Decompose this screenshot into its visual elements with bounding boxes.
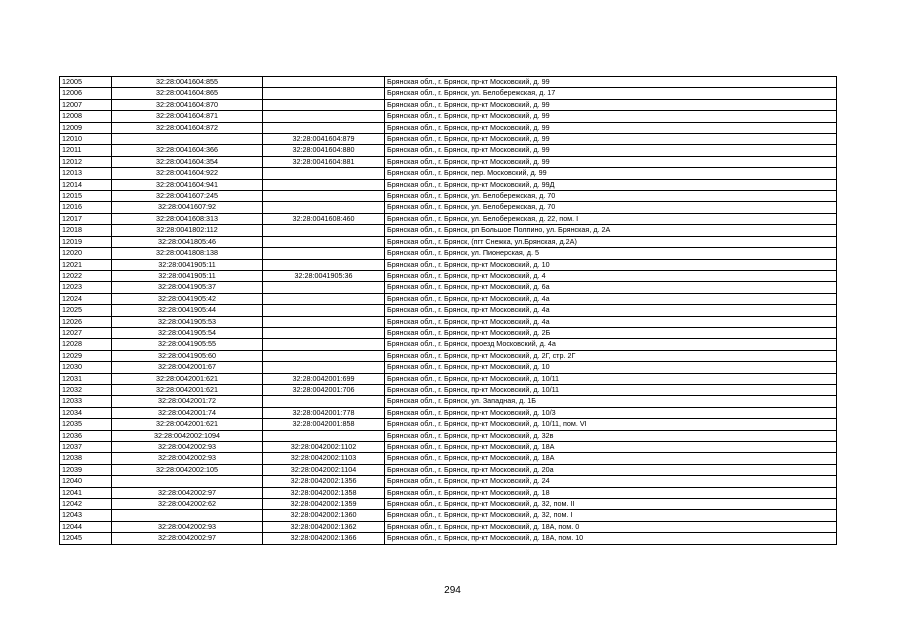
- object-cadastral-number-cell: [263, 350, 385, 361]
- land-cadastral-number-cell: 32:28:0041604:871: [112, 111, 263, 122]
- record-number-cell: 12008: [60, 111, 112, 122]
- table-row: [60, 122, 837, 133]
- land-cadastral-number-cell: 32:28:0042002:93: [112, 442, 263, 453]
- object-cadastral-number-cell: 32:28:0041604:881: [263, 156, 385, 167]
- object-cadastral-number-cell: [263, 191, 385, 202]
- table-row: [60, 134, 837, 145]
- address-cell: Брянская обл., г. Брянск, пр-кт Московский, д. 10: [385, 362, 837, 373]
- address-cell: Брянская обл., г. Брянск, проезд Московский, д. 4а: [385, 339, 837, 350]
- land-cadastral-number-cell: 32:28:0041905:53: [112, 316, 263, 327]
- table-row: [60, 179, 837, 190]
- record-number-cell: 12010: [60, 134, 112, 145]
- table-row: [60, 202, 837, 213]
- table-row: [60, 88, 837, 99]
- address-cell: Брянская обл., г. Брянск, пр-кт Московский, д. 10/11, пом. VI: [385, 419, 837, 430]
- record-number-cell: 12032: [60, 384, 112, 395]
- object-cadastral-number-cell: 32:28:0042001:778: [263, 407, 385, 418]
- page-number: 294: [444, 585, 461, 596]
- object-cadastral-number-cell: 32:28:0042002:1102: [263, 442, 385, 453]
- table-row: [60, 213, 837, 224]
- land-cadastral-number-cell: 32:28:0042002:97: [112, 533, 263, 544]
- record-number-cell: 12017: [60, 213, 112, 224]
- table-row: [60, 168, 837, 179]
- object-cadastral-number-cell: [263, 202, 385, 213]
- object-cadastral-number-cell: [263, 122, 385, 133]
- table-row: [60, 270, 837, 281]
- address-cell: Брянская обл., г. Брянск, пр-кт Московский, д. 99: [385, 145, 837, 156]
- table-row: [60, 373, 837, 384]
- record-number-cell: 12024: [60, 293, 112, 304]
- address-cell: Брянская обл., г. Брянск, пр-кт Московский, д. 4а: [385, 305, 837, 316]
- address-cell: Брянская обл., г. Брянск, пр-кт Московский, д. 99: [385, 77, 837, 88]
- records-table-body: [60, 77, 837, 545]
- address-cell: Брянская обл., г. Брянск, пр-кт Московский, д. 99: [385, 134, 837, 145]
- object-cadastral-number-cell: 32:28:0042002:1360: [263, 510, 385, 521]
- land-cadastral-number-cell: 32:28:0042001:74: [112, 407, 263, 418]
- object-cadastral-number-cell: 32:28:0042001:706: [263, 384, 385, 395]
- land-cadastral-number-cell: 32:28:0041604:941: [112, 179, 263, 190]
- land-cadastral-number-cell: 32:28:0041905:37: [112, 282, 263, 293]
- table-row: [60, 510, 837, 521]
- address-cell: Брянская обл., г. Брянск, ул. Белобережская, д. 22, пом. I: [385, 213, 837, 224]
- table-row: [60, 464, 837, 475]
- address-cell: Брянская обл., г. Брянск, пр-кт Московский, д. 99: [385, 111, 837, 122]
- land-cadastral-number-cell: 32:28:0041604:870: [112, 99, 263, 110]
- record-number-cell: 12030: [60, 362, 112, 373]
- object-cadastral-number-cell: 32:28:0042002:1366: [263, 533, 385, 544]
- record-number-cell: 12040: [60, 476, 112, 487]
- object-cadastral-number-cell: [263, 259, 385, 270]
- land-cadastral-number-cell: 32:28:0042002:1094: [112, 430, 263, 441]
- record-number-cell: 12022: [60, 270, 112, 281]
- table-row: [60, 453, 837, 464]
- address-cell: Брянская обл., г. Брянск, пр-кт Московский, д. 18А: [385, 453, 837, 464]
- record-number-cell: 12027: [60, 327, 112, 338]
- object-cadastral-number-cell: [263, 248, 385, 259]
- table-row: [60, 521, 837, 532]
- address-cell: Брянская обл., г. Брянск, пр-кт Московский, д. 24: [385, 476, 837, 487]
- address-cell: Брянская обл., г. Брянск, ул. Белобережская, д. 70: [385, 202, 837, 213]
- object-cadastral-number-cell: 32:28:0041608:460: [263, 213, 385, 224]
- land-cadastral-number-cell: 32:28:0042001:621: [112, 419, 263, 430]
- table-row: [60, 305, 837, 316]
- record-number-cell: 12015: [60, 191, 112, 202]
- object-cadastral-number-cell: [263, 77, 385, 88]
- address-cell: Брянская обл., г. Брянск, пр-кт Московский, д. 2Г, стр. 2Г: [385, 350, 837, 361]
- record-number-cell: 12045: [60, 533, 112, 544]
- object-cadastral-number-cell: 32:28:0041604:879: [263, 134, 385, 145]
- table-row: [60, 384, 837, 395]
- object-cadastral-number-cell: [263, 88, 385, 99]
- address-cell: Брянская обл., г. Брянск, пр-кт Московский, д. 10/3: [385, 407, 837, 418]
- land-cadastral-number-cell: 32:28:0041607:92: [112, 202, 263, 213]
- table-row: [60, 430, 837, 441]
- record-number-cell: 12012: [60, 156, 112, 167]
- record-number-cell: 12038: [60, 453, 112, 464]
- object-cadastral-number-cell: 32:28:0042001:858: [263, 419, 385, 430]
- land-cadastral-number-cell: [112, 134, 263, 145]
- object-cadastral-number-cell: [263, 168, 385, 179]
- record-number-cell: 12007: [60, 99, 112, 110]
- land-cadastral-number-cell: 32:28:0041802:112: [112, 225, 263, 236]
- table-row: [60, 396, 837, 407]
- record-number-cell: 12009: [60, 122, 112, 133]
- address-cell: Брянская обл., г. Брянск, пр-кт Московский, д. 99: [385, 122, 837, 133]
- address-cell: Брянская обл., г. Брянск, пр-кт Московский, д. 10: [385, 259, 837, 270]
- record-number-cell: 12033: [60, 396, 112, 407]
- land-cadastral-number-cell: 32:28:0041905:55: [112, 339, 263, 350]
- object-cadastral-number-cell: [263, 99, 385, 110]
- land-cadastral-number-cell: 32:28:0041608:313: [112, 213, 263, 224]
- table-row: [60, 419, 837, 430]
- object-cadastral-number-cell: 32:28:0042002:1103: [263, 453, 385, 464]
- address-cell: Брянская обл., г. Брянск, пр-кт Московский, д. 18: [385, 487, 837, 498]
- land-cadastral-number-cell: [112, 476, 263, 487]
- address-cell: Брянская обл., г. Брянск, пр-кт Московский, д. 2Б: [385, 327, 837, 338]
- table-row: [60, 442, 837, 453]
- land-cadastral-number-cell: 32:28:0042001:621: [112, 384, 263, 395]
- records-table: [59, 76, 837, 545]
- land-cadastral-number-cell: 32:28:0041905:54: [112, 327, 263, 338]
- record-number-cell: 12037: [60, 442, 112, 453]
- address-cell: Брянская обл., г. Брянск, пр-кт Московский, д. 32в: [385, 430, 837, 441]
- land-cadastral-number-cell: 32:28:0041604:366: [112, 145, 263, 156]
- object-cadastral-number-cell: [263, 236, 385, 247]
- land-cadastral-number-cell: 32:28:0042002:97: [112, 487, 263, 498]
- table-row: [60, 225, 837, 236]
- land-cadastral-number-cell: 32:28:0041905:11: [112, 270, 263, 281]
- table-row: [60, 99, 837, 110]
- table-row: [60, 476, 837, 487]
- record-number-cell: 12035: [60, 419, 112, 430]
- object-cadastral-number-cell: [263, 396, 385, 407]
- land-cadastral-number-cell: 32:28:0041604:922: [112, 168, 263, 179]
- object-cadastral-number-cell: [263, 362, 385, 373]
- table-row: [60, 499, 837, 510]
- address-cell: Брянская обл., г. Брянск, пр-кт Московский, д. 99Д: [385, 179, 837, 190]
- table-row: [60, 327, 837, 338]
- record-number-cell: 12021: [60, 259, 112, 270]
- object-cadastral-number-cell: [263, 316, 385, 327]
- table-row: [60, 293, 837, 304]
- record-number-cell: 12041: [60, 487, 112, 498]
- address-cell: Брянская обл., г. Брянск, пр-кт Московский, д. 10/11: [385, 384, 837, 395]
- table-row: [60, 487, 837, 498]
- record-number-cell: 12016: [60, 202, 112, 213]
- address-cell: Брянская обл., г. Брянск, пр-кт Московский, д. 4а: [385, 293, 837, 304]
- land-cadastral-number-cell: 32:28:0041604:354: [112, 156, 263, 167]
- table-row: [60, 236, 837, 247]
- record-number-cell: 12042: [60, 499, 112, 510]
- object-cadastral-number-cell: 32:28:0041905:36: [263, 270, 385, 281]
- record-number-cell: 12031: [60, 373, 112, 384]
- record-number-cell: 12043: [60, 510, 112, 521]
- address-cell: Брянская обл., г. Брянск, ул. Пионерская, д. 5: [385, 248, 837, 259]
- table-row: [60, 533, 837, 544]
- object-cadastral-number-cell: 32:28:0042002:1104: [263, 464, 385, 475]
- land-cadastral-number-cell: 32:28:0041905:11: [112, 259, 263, 270]
- object-cadastral-number-cell: 32:28:0042002:1359: [263, 499, 385, 510]
- object-cadastral-number-cell: 32:28:0042001:699: [263, 373, 385, 384]
- table-row: [60, 77, 837, 88]
- record-number-cell: 12013: [60, 168, 112, 179]
- address-cell: Брянская обл., г. Брянск, пр-кт Московский, д. 18А, пом. 0: [385, 521, 837, 532]
- land-cadastral-number-cell: 32:28:0041604:872: [112, 122, 263, 133]
- table-row: [60, 339, 837, 350]
- record-number-cell: 12014: [60, 179, 112, 190]
- land-cadastral-number-cell: 32:28:0041808:138: [112, 248, 263, 259]
- land-cadastral-number-cell: 32:28:0041604:855: [112, 77, 263, 88]
- address-cell: Брянская обл., г. Брянск, ул. Белобережская, д. 70: [385, 191, 837, 202]
- address-cell: Брянская обл., г. Брянск, пр-кт Московский, д. 6а: [385, 282, 837, 293]
- land-cadastral-number-cell: 32:28:0041805:46: [112, 236, 263, 247]
- land-cadastral-number-cell: 32:28:0041607:245: [112, 191, 263, 202]
- object-cadastral-number-cell: [263, 282, 385, 293]
- object-cadastral-number-cell: [263, 179, 385, 190]
- land-cadastral-number-cell: 32:28:0042002:93: [112, 521, 263, 532]
- object-cadastral-number-cell: [263, 305, 385, 316]
- address-cell: Брянская обл., г. Брянск, пр-кт Московский, д. 18А: [385, 442, 837, 453]
- land-cadastral-number-cell: 32:28:0041905:42: [112, 293, 263, 304]
- object-cadastral-number-cell: 32:28:0041604:880: [263, 145, 385, 156]
- table-row: [60, 362, 837, 373]
- land-cadastral-number-cell: 32:28:0041905:60: [112, 350, 263, 361]
- address-cell: Брянская обл., г. Брянск, пер. Московский, д. 99: [385, 168, 837, 179]
- object-cadastral-number-cell: [263, 339, 385, 350]
- object-cadastral-number-cell: [263, 293, 385, 304]
- table-row: [60, 111, 837, 122]
- object-cadastral-number-cell: 32:28:0042002:1358: [263, 487, 385, 498]
- record-number-cell: 12034: [60, 407, 112, 418]
- object-cadastral-number-cell: 32:28:0042002:1356: [263, 476, 385, 487]
- object-cadastral-number-cell: 32:28:0042002:1362: [263, 521, 385, 532]
- record-number-cell: 12006: [60, 88, 112, 99]
- table-row: [60, 282, 837, 293]
- record-number-cell: 12029: [60, 350, 112, 361]
- land-cadastral-number-cell: 32:28:0042002:105: [112, 464, 263, 475]
- address-cell: Брянская обл., г. Брянск, пр-кт Московский, д. 4: [385, 270, 837, 281]
- land-cadastral-number-cell: 32:28:0042001:621: [112, 373, 263, 384]
- address-cell: Брянская обл., г. Брянск, пр-кт Московский, д. 18А, пом. 10: [385, 533, 837, 544]
- record-number-cell: 12028: [60, 339, 112, 350]
- table-row: [60, 350, 837, 361]
- address-cell: Брянская обл., г. Брянск, рп Большое Полпино, ул. Брянская, д. 2А: [385, 225, 837, 236]
- land-cadastral-number-cell: 32:28:0042001:67: [112, 362, 263, 373]
- record-number-cell: 12018: [60, 225, 112, 236]
- table-row: [60, 156, 837, 167]
- address-cell: Брянская обл., г. Брянск, пр-кт Московский, д. 4а: [385, 316, 837, 327]
- object-cadastral-number-cell: [263, 225, 385, 236]
- object-cadastral-number-cell: [263, 430, 385, 441]
- address-cell: Брянская обл., г. Брянск, пр-кт Московский, д. 99: [385, 156, 837, 167]
- object-cadastral-number-cell: [263, 327, 385, 338]
- address-cell: Брянская обл., г. Брянск, пр-кт Московский, д. 32, пом. I: [385, 510, 837, 521]
- table-row: [60, 145, 837, 156]
- table-row: [60, 316, 837, 327]
- record-number-cell: 12011: [60, 145, 112, 156]
- address-cell: Брянская обл., г. Брянск, пр-кт Московский, д. 20а: [385, 464, 837, 475]
- record-number-cell: 12036: [60, 430, 112, 441]
- land-cadastral-number-cell: 32:28:0041604:865: [112, 88, 263, 99]
- record-number-cell: 12005: [60, 77, 112, 88]
- record-number-cell: 12026: [60, 316, 112, 327]
- address-cell: Брянская обл., г. Брянск, (пгт Снежка, ул.Брянская, д.2А): [385, 236, 837, 247]
- address-cell: Брянская обл., г. Брянск, пр-кт Московский, д. 10/11: [385, 373, 837, 384]
- address-cell: Брянская обл., г. Брянск, пр-кт Московский, д. 32, пом. II: [385, 499, 837, 510]
- land-cadastral-number-cell: 32:28:0042002:62: [112, 499, 263, 510]
- table-row: [60, 407, 837, 418]
- record-number-cell: 12044: [60, 521, 112, 532]
- record-number-cell: 12019: [60, 236, 112, 247]
- table-row: [60, 248, 837, 259]
- record-number-cell: 12039: [60, 464, 112, 475]
- address-cell: Брянская обл., г. Брянск, пр-кт Московский, д. 99: [385, 99, 837, 110]
- table-row: [60, 191, 837, 202]
- land-cadastral-number-cell: 32:28:0041905:44: [112, 305, 263, 316]
- record-number-cell: 12020: [60, 248, 112, 259]
- land-cadastral-number-cell: [112, 510, 263, 521]
- address-cell: Брянская обл., г. Брянск, ул. Белобережская, д. 17: [385, 88, 837, 99]
- object-cadastral-number-cell: [263, 111, 385, 122]
- address-cell: Брянская обл., г. Брянск, ул. Западная, д. 1Б: [385, 396, 837, 407]
- land-cadastral-number-cell: 32:28:0042002:93: [112, 453, 263, 464]
- record-number-cell: 12025: [60, 305, 112, 316]
- land-cadastral-number-cell: 32:28:0042001:72: [112, 396, 263, 407]
- table-row: [60, 259, 837, 270]
- record-number-cell: 12023: [60, 282, 112, 293]
